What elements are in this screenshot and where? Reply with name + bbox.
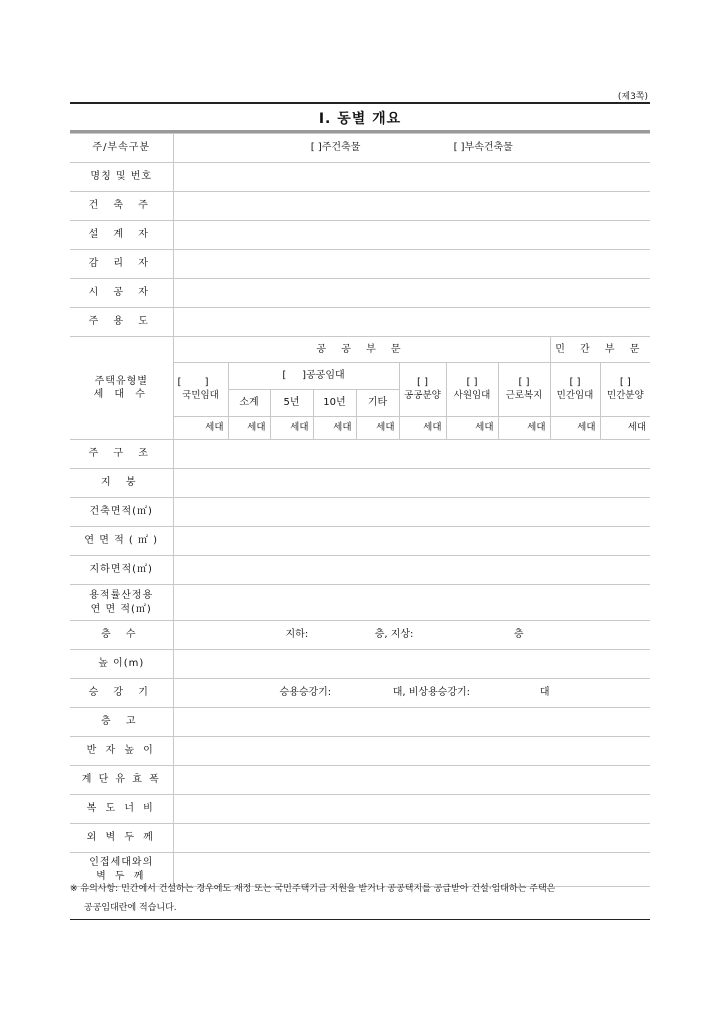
notice-line2: 공공임대란에 적습니다. <box>84 903 177 913</box>
building-type-options <box>173 134 650 163</box>
supervisor-row <box>70 250 650 279</box>
stair-width-field[interactable] <box>173 766 650 795</box>
roof-field[interactable] <box>173 469 650 498</box>
designer-label: 설 계 자 <box>70 221 173 250</box>
party-wall-label-line2: 벽 두 께 <box>96 870 147 882</box>
constructor-row <box>70 279 650 308</box>
far-area-label-line2: 연 면 적(㎡) <box>90 603 152 615</box>
structure-row <box>70 440 650 469</box>
height-field[interactable] <box>173 650 650 679</box>
constructor-label: 시 공 자 <box>70 279 173 308</box>
elevator-field[interactable] <box>173 679 650 708</box>
supervisor-label: 감 리 자 <box>70 250 173 279</box>
building-area-row <box>70 498 650 527</box>
employee-rental-checkbox[interactable]: [ ] <box>466 377 478 389</box>
public-rental-other-label: 기타 <box>356 390 399 417</box>
corridor-width-label: 복 도 너 비 <box>70 795 173 824</box>
wall-thickness-label: 외 벽 두 께 <box>70 824 173 853</box>
passenger-elevator-unit: 대, 비상용승강기: <box>392 687 471 699</box>
private-sale-cell <box>600 363 650 417</box>
usage-field[interactable] <box>173 308 650 337</box>
floors-label: 층 수 <box>70 621 173 650</box>
far-area-row <box>70 585 650 621</box>
wall-thickness-row <box>70 824 650 853</box>
structure-field[interactable] <box>173 440 650 469</box>
units-private-rental[interactable]: 세대 <box>550 417 600 440</box>
stair-width-row <box>70 766 650 795</box>
designer-row <box>70 221 650 250</box>
height-row <box>70 650 650 679</box>
ceiling-height-row <box>70 737 650 766</box>
employee-rental-cell <box>446 363 498 417</box>
floors-row <box>70 621 650 650</box>
private-sale-checkbox[interactable]: [ ] <box>619 377 631 389</box>
units-public-rental-5yr[interactable]: 세대 <box>270 417 313 440</box>
elevator-row <box>70 679 650 708</box>
notice <box>70 880 650 920</box>
supervisor-field[interactable] <box>173 250 650 279</box>
roof-label: 지 붕 <box>70 469 173 498</box>
public-rental-checkbox[interactable]: [ ]공공임대 <box>228 363 399 390</box>
floor-unit-label: 층, 지상: <box>374 629 414 641</box>
page-title: Ⅰ. 동별 개요 <box>70 102 650 132</box>
elevator-label: 승 강 기 <box>70 679 173 708</box>
housing-type-label-line2: 세 대 수 <box>93 389 149 400</box>
total-floor-area-label: 연 면 적 ( ㎡ ) <box>70 527 173 556</box>
private-rental-checkbox[interactable]: [ ] <box>569 377 581 389</box>
name-row <box>70 163 650 192</box>
basement-area-field[interactable] <box>173 556 650 585</box>
building-overview-form <box>70 133 650 887</box>
housing-type-label <box>70 337 173 440</box>
far-area-field[interactable] <box>173 585 650 621</box>
units-public-rental-subtotal[interactable]: 세대 <box>228 417 270 440</box>
ceiling-height-label: 반 자 높 이 <box>70 737 173 766</box>
units-national-rental[interactable]: 세대 <box>173 417 228 440</box>
public-sector-header: 공 공 부 문 <box>173 337 550 363</box>
public-rental-10yr-label: 10년 <box>313 390 356 417</box>
constructor-field[interactable] <box>173 279 650 308</box>
employee-rental-label: 사원임대 <box>453 389 491 401</box>
worker-welfare-checkbox[interactable]: [ ] <box>518 377 530 389</box>
total-floor-area-row <box>70 527 650 556</box>
emergency-elevator-unit: 대 <box>539 687 550 699</box>
private-sector-header: 민 간 부 문 <box>550 337 650 363</box>
designer-field[interactable] <box>173 221 650 250</box>
ground-floor-unit-label: 층 <box>513 629 524 641</box>
public-rental-5yr-label: 5년 <box>270 390 313 417</box>
public-sale-cell <box>399 363 446 417</box>
national-rental-cell <box>173 363 228 417</box>
units-public-sale[interactable]: 세대 <box>399 417 446 440</box>
ceiling-height-field[interactable] <box>173 737 650 766</box>
story-height-field[interactable] <box>173 708 650 737</box>
building-area-field[interactable] <box>173 498 650 527</box>
page-number: (제3쪽) <box>617 92 648 102</box>
usage-row <box>70 308 650 337</box>
passenger-elevator-label: 승용승강기: <box>279 687 332 699</box>
total-floor-area-field[interactable] <box>173 527 650 556</box>
name-label: 명칭 및 번호 <box>70 163 173 192</box>
story-height-row <box>70 708 650 737</box>
units-worker-welfare[interactable]: 세대 <box>498 417 550 440</box>
corridor-width-field[interactable] <box>173 795 650 824</box>
owner-label: 건 축 주 <box>70 192 173 221</box>
structure-label: 주 구 조 <box>70 440 173 469</box>
worker-welfare-label: 근로복지 <box>505 389 543 401</box>
national-rental-label: 국민임대 <box>182 390 219 402</box>
housing-header-row <box>70 337 650 363</box>
building-type-label: 주/부속구분 <box>70 134 173 163</box>
wall-thickness-field[interactable] <box>173 824 650 853</box>
basement-floors-label: 지하: <box>285 629 309 641</box>
worker-welfare-cell <box>498 363 550 417</box>
public-sale-checkbox[interactable]: [ ] <box>417 377 428 389</box>
basement-area-label: 지하면적(㎡) <box>70 556 173 585</box>
accessory-building-checkbox[interactable]: [ ]부속건축물 <box>453 142 513 154</box>
main-building-checkbox[interactable]: [ ]주건축물 <box>310 142 361 154</box>
corridor-width-row <box>70 795 650 824</box>
units-public-rental-other[interactable]: 세대 <box>356 417 399 440</box>
far-area-label <box>70 585 173 621</box>
units-employee-rental[interactable]: 세대 <box>446 417 498 440</box>
owner-field[interactable] <box>173 192 650 221</box>
usage-label: 주 용 도 <box>70 308 173 337</box>
floors-field[interactable] <box>173 621 650 650</box>
building-type-row <box>70 134 650 163</box>
private-sale-label: 민간분양 <box>606 389 644 401</box>
owner-row <box>70 192 650 221</box>
private-rental-cell <box>550 363 600 417</box>
building-area-label: 건축면적(㎡) <box>70 498 173 527</box>
public-rental-subtotal-label: 소계 <box>228 390 270 417</box>
units-public-rental-10yr[interactable]: 세대 <box>313 417 356 440</box>
roof-row <box>70 469 650 498</box>
party-wall-label-line1: 인접세대와의 <box>89 857 154 868</box>
far-area-label-line1: 용적률산정용 <box>89 590 154 601</box>
name-field[interactable] <box>173 163 650 192</box>
basement-area-row <box>70 556 650 585</box>
housing-type-label-line1: 주택유형별 <box>94 375 148 387</box>
height-label: 높 이(m) <box>70 650 173 679</box>
notice-line1: ※ 유의사항: 민간에서 건설하는 경우에도 재정 또는 국민주택기금 지원을 받거나 공공택지를 공급받아 건설·임대하는 주택은 <box>70 884 556 894</box>
units-private-sale[interactable]: 세대 <box>600 417 650 440</box>
story-height-label: 층 고 <box>70 708 173 737</box>
stair-width-label: 계 단 유 효 폭 <box>70 766 173 795</box>
private-rental-label: 민간임대 <box>556 389 594 401</box>
public-sale-label: 공공분양 <box>404 389 441 401</box>
national-rental-checkbox[interactable]: [ ] <box>177 376 219 388</box>
